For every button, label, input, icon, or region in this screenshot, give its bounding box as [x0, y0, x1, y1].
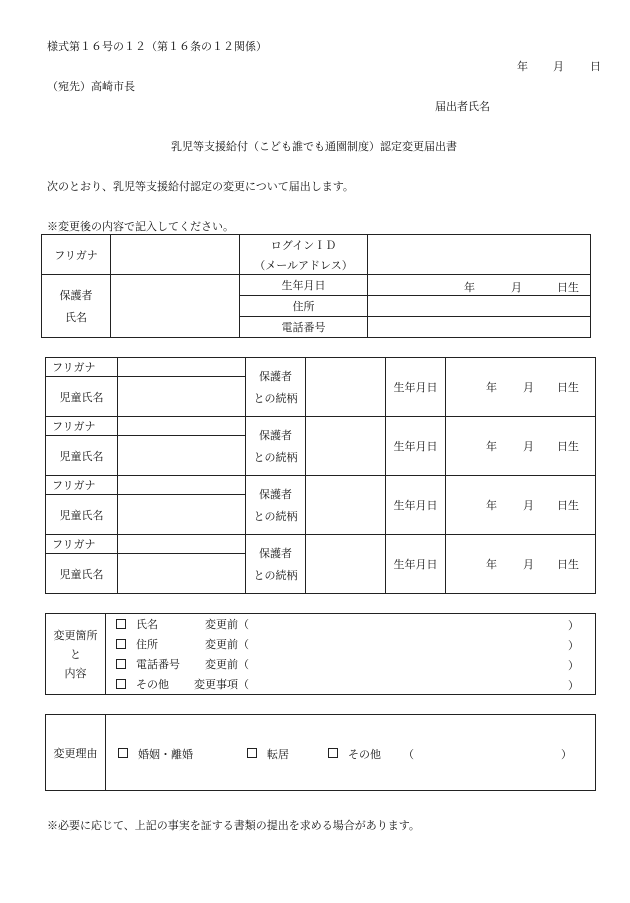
child-relationship-field[interactable]: [306, 535, 386, 594]
child-furigana-label: フリガナ: [46, 535, 118, 554]
child-furigana-label: フリガナ: [46, 476, 118, 495]
child-dob-field[interactable]: 年 月 日生: [446, 535, 596, 594]
guardian-furigana-label: フリガナ: [42, 235, 111, 275]
reason-options: [106, 715, 596, 791]
date-day-label: 日: [590, 60, 601, 73]
login-id-field[interactable]: [368, 235, 591, 275]
child-relationship-field[interactable]: [306, 417, 386, 476]
child-relationship-label: 保護者 との続柄: [246, 476, 306, 535]
guardian-address-field[interactable]: [368, 296, 591, 317]
reason-other-close: ）: [561, 748, 572, 761]
change-options: [106, 614, 596, 695]
checkbox-icon[interactable]: [116, 619, 126, 629]
child-name-field[interactable]: [118, 495, 246, 535]
guardian-address-label: 住所: [240, 296, 368, 317]
addressee: （宛先）高崎市長: [47, 80, 135, 93]
change-table: [45, 613, 596, 695]
checkbox-icon[interactable]: [116, 679, 126, 689]
checkbox-icon[interactable]: [116, 639, 126, 649]
change-item[interactable]: [116, 674, 595, 694]
child-dob-field[interactable]: 年 月 日生: [446, 417, 596, 476]
note-bottom: ※必要に応じて、上記の事実を証する書類の提出を求める場合があります。: [47, 819, 420, 832]
checkbox-icon: [247, 748, 257, 758]
checkbox-icon: [328, 748, 338, 758]
reason-option-move[interactable]: 転居: [247, 746, 289, 762]
change-item-field: 変更前（: [205, 658, 249, 671]
reason-option-other[interactable]: その他: [328, 746, 381, 762]
child-relationship-field[interactable]: [306, 358, 386, 417]
child-dob-field[interactable]: 年 月 日生: [446, 358, 596, 417]
child-name-label: 児童氏名: [46, 436, 118, 476]
change-item-close: ）: [568, 679, 579, 692]
change-item[interactable]: [116, 654, 595, 674]
child-furigana-field[interactable]: [118, 358, 246, 377]
child-furigana-field[interactable]: [118, 476, 246, 495]
reason-option-marriage[interactable]: 婚姻・離婚: [118, 746, 193, 762]
change-item[interactable]: [116, 614, 595, 634]
child-relationship-label: 保護者 との続柄: [246, 417, 306, 476]
change-item[interactable]: [116, 634, 595, 654]
child-relationship-label: 保護者 との続柄: [246, 535, 306, 594]
date-year-label: 年: [517, 60, 528, 73]
change-item-field: 変更前（: [205, 638, 249, 651]
child-name-field[interactable]: [118, 377, 246, 417]
applicant-name-label: 届出者氏名: [435, 100, 490, 113]
change-item-field: 変更前（: [205, 618, 249, 631]
change-item-name: 住所: [136, 638, 158, 651]
change-item-close: ）: [568, 619, 579, 632]
child-name-label: 児童氏名: [46, 377, 118, 417]
guardian-table: [41, 234, 591, 338]
reason-label: 変更理由: [46, 715, 106, 791]
guardian-dob-label: 生年月日: [240, 275, 368, 296]
reason-other-open: （: [403, 748, 414, 761]
guardian-phone-field[interactable]: [368, 317, 591, 338]
child-name-label: 児童氏名: [46, 554, 118, 594]
change-item-close: ）: [568, 659, 579, 672]
guardian-name-field[interactable]: [111, 275, 240, 338]
note-top: ※変更後の内容で記入してください。: [47, 220, 234, 233]
date-month-label: 月: [553, 60, 564, 73]
child-dob-label: 生年月日: [386, 358, 446, 417]
guardian-name-label: 保護者 氏名: [42, 275, 111, 338]
login-id-label: ログインＩＤ （メールアドレス）: [240, 235, 368, 275]
checkbox-icon: [118, 748, 128, 758]
child-dob-label: 生年月日: [386, 535, 446, 594]
child-name-label: 児童氏名: [46, 495, 118, 535]
guardian-furigana-field[interactable]: [111, 235, 240, 275]
intro-text: 次のとおり、乳児等支援給付認定の変更について届出します。: [47, 180, 354, 193]
guardian-phone-label: 電話番号: [240, 317, 368, 338]
child-name-field[interactable]: [118, 436, 246, 476]
child-furigana-field[interactable]: [118, 535, 246, 554]
change-item-name: 氏名: [136, 618, 158, 631]
child-dob-label: 生年月日: [386, 417, 446, 476]
child-furigana-label: フリガナ: [46, 417, 118, 436]
page-title: 乳児等支援給付（こども誰でも通園制度）認定変更届出書: [171, 140, 457, 153]
child-dob-label: 生年月日: [386, 476, 446, 535]
change-item-name: 電話番号: [136, 658, 180, 671]
child-furigana-field[interactable]: [118, 417, 246, 436]
child-furigana-label: フリガナ: [46, 358, 118, 377]
children-table: [45, 357, 596, 594]
change-item-close: ）: [568, 639, 579, 652]
child-relationship-field[interactable]: [306, 476, 386, 535]
child-name-field[interactable]: [118, 554, 246, 594]
change-item-name: その他: [136, 678, 169, 691]
change-item-field: 変更事項（: [194, 678, 249, 691]
form-number: 様式第１６号の１２（第１６条の１２関係）: [47, 40, 267, 53]
reason-table: [45, 714, 596, 791]
guardian-dob-field[interactable]: 年 月 日生: [368, 275, 591, 296]
checkbox-icon[interactable]: [116, 659, 126, 669]
child-dob-field[interactable]: 年 月 日生: [446, 476, 596, 535]
change-label: 変更箇所 と 内容: [46, 614, 106, 695]
child-relationship-label: 保護者 との続柄: [246, 358, 306, 417]
